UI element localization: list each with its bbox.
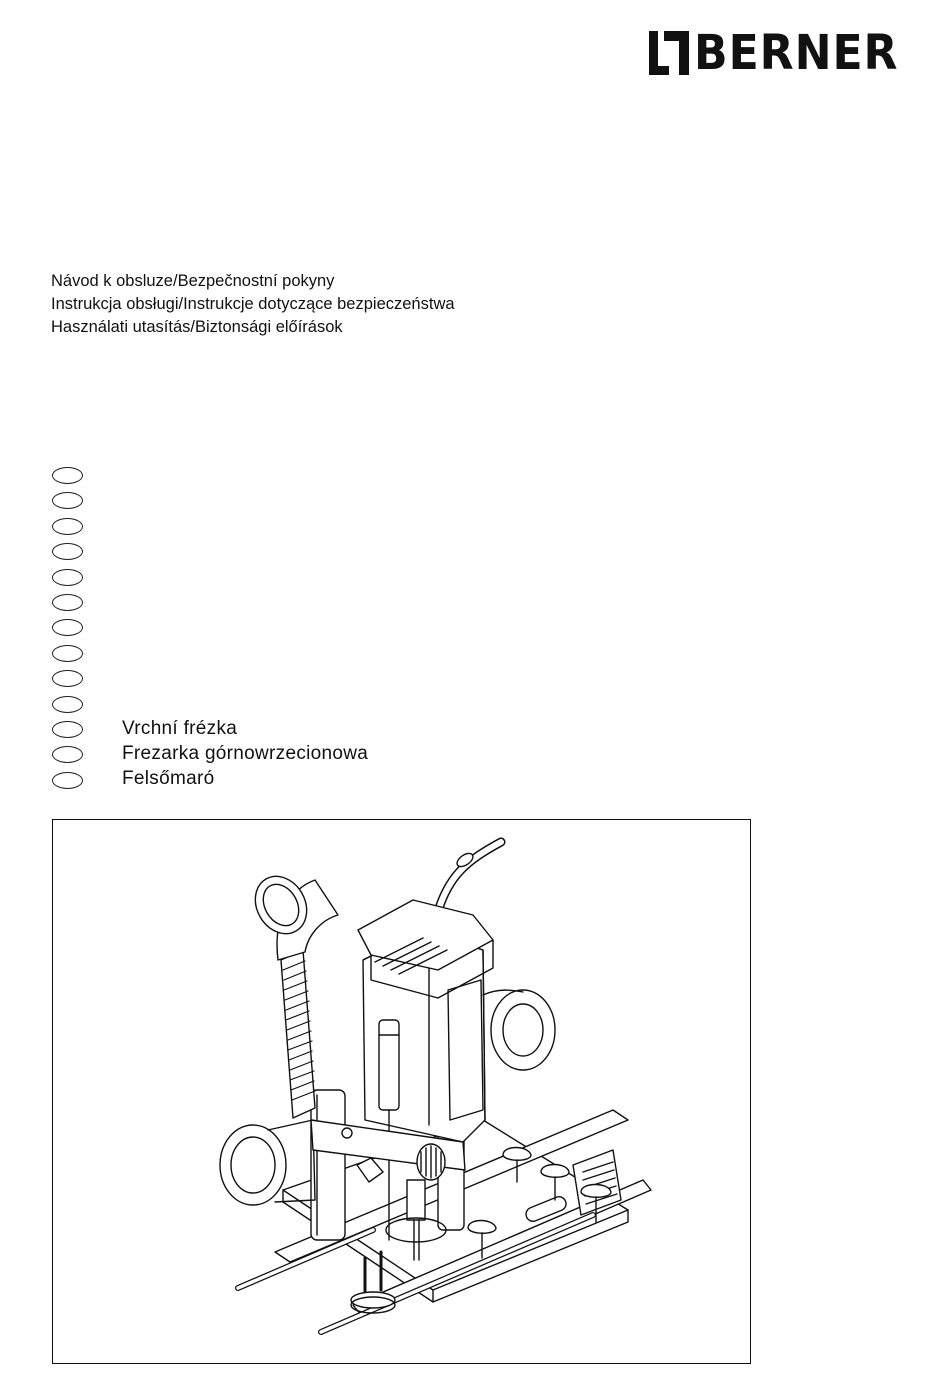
language-oval-icon — [52, 569, 83, 586]
illustration-frame — [52, 819, 751, 1364]
product-name-hu: Felsőmaró — [122, 768, 215, 789]
language-oval-icon — [52, 670, 83, 687]
document-title-hu: Használati utasítás/Biztonsági előírások — [51, 318, 343, 336]
language-oval-icon — [52, 467, 83, 484]
language-oval-icon — [52, 645, 83, 662]
berner-logo-mark-icon — [648, 30, 694, 76]
plunge-router-illustration — [53, 820, 751, 1364]
language-oval-icon — [52, 721, 83, 738]
language-oval-icon — [52, 696, 83, 713]
language-oval-icon — [52, 492, 83, 509]
brand-name: BERNER — [694, 25, 899, 81]
document-title-cz: Návod k obsluze/Bezpečnostní pokyny — [51, 272, 335, 290]
language-oval-list — [52, 467, 83, 797]
language-oval-icon — [52, 772, 83, 789]
berner-logo — [648, 25, 932, 81]
language-oval-icon — [52, 619, 83, 636]
language-oval-icon — [52, 594, 83, 611]
document-title-pl: Instrukcja obsługi/Instrukcje dotyczące bezpieczeństwa — [51, 295, 455, 313]
language-oval-icon — [52, 518, 83, 535]
document-titles — [51, 270, 455, 339]
language-oval-icon — [52, 543, 83, 560]
language-oval-icon — [52, 746, 83, 763]
product-name-cz: Vrchní frézka — [122, 718, 238, 739]
product-names — [122, 716, 368, 791]
product-name-pl: Frezarka górnowrzecionowa — [122, 743, 369, 764]
